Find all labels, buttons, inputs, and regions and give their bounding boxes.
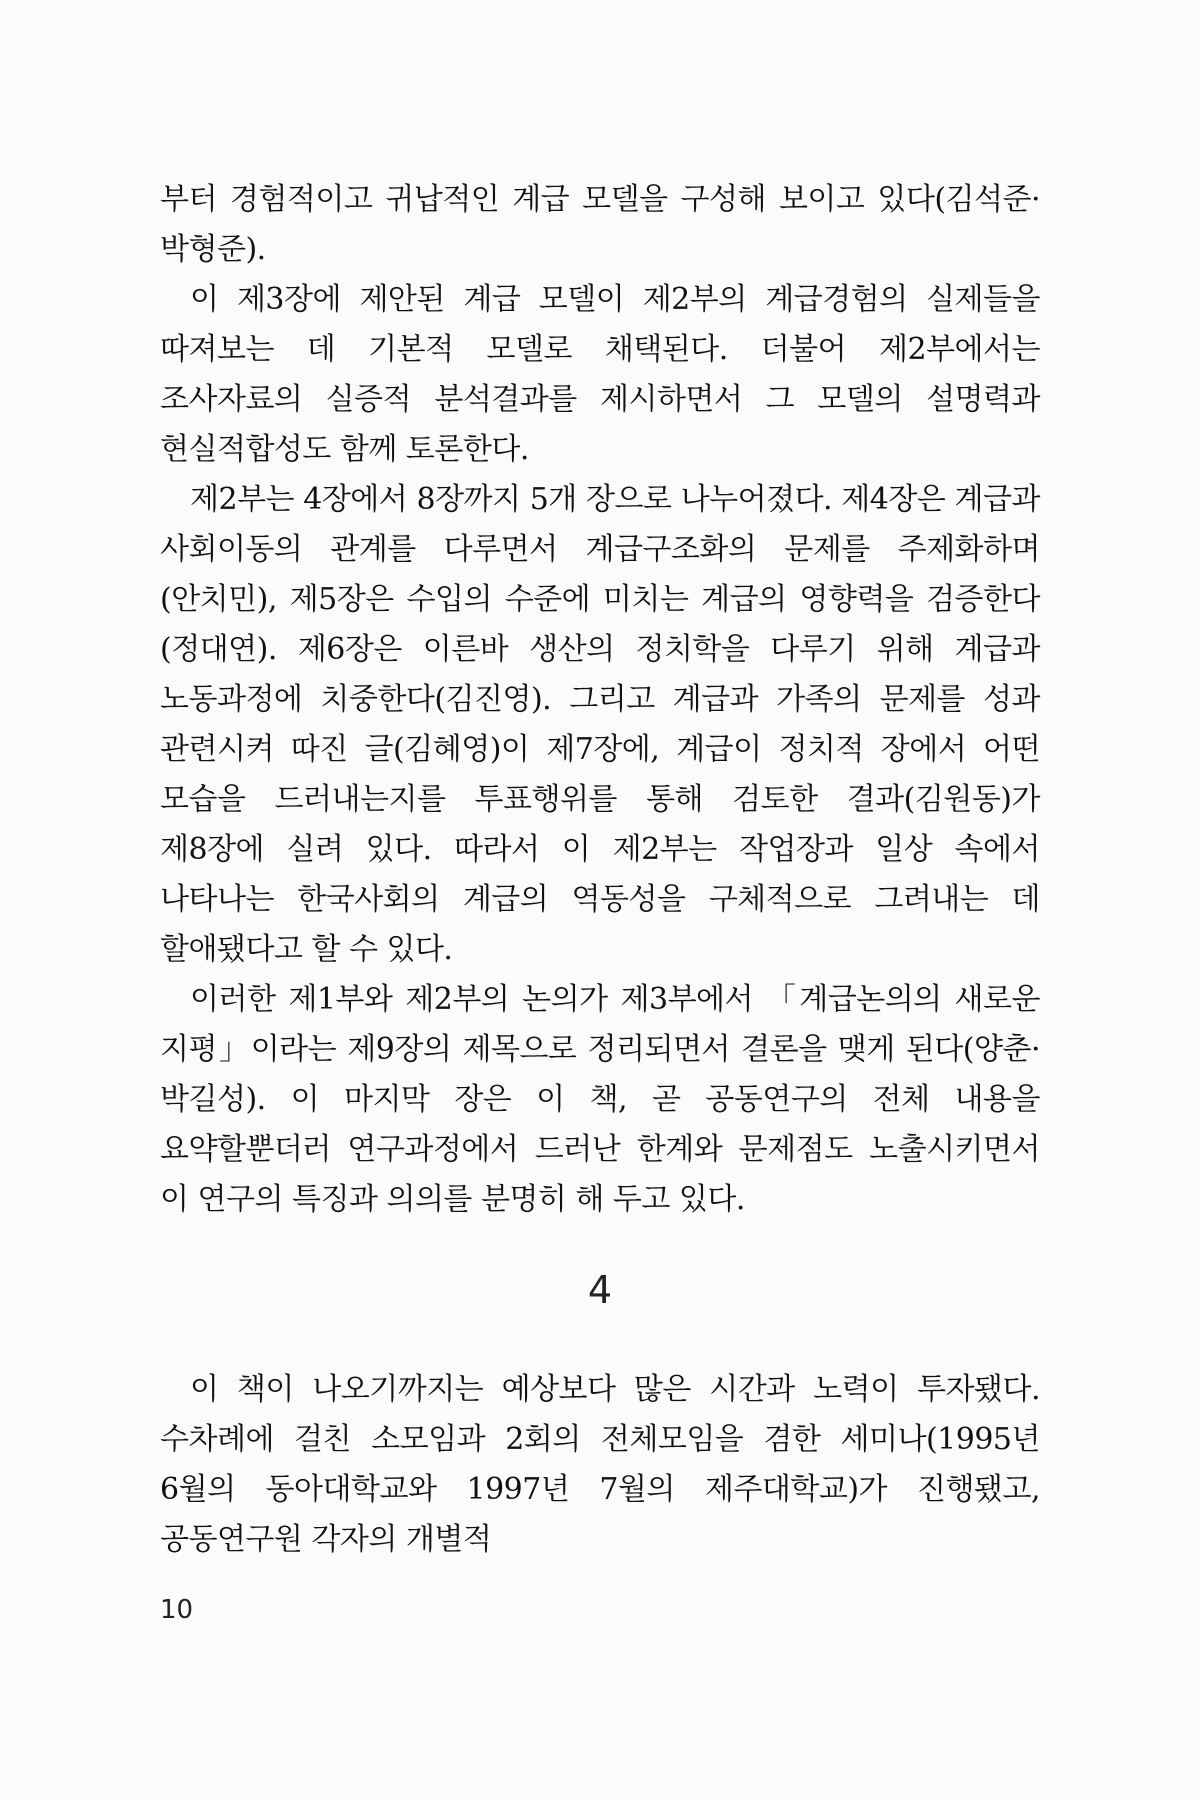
paragraph: 이 제3장에 제안된 계급 모델이 제2부의 계급경험의 실제들을 따져보는 데 기본적 모델로 채택된다. 더불어 제2부에서는 조사자료의 실증적 분석결과를 제시하면서 그 모델의 설명력과 현실적합성도 함께 토론한다.	[160, 282, 1040, 467]
paragraph: 제2부는 4장에서 8장까지 5개 장으로 나누어졌다. 제4장은 계급과 사회이동의 관계를 다루면서 계급구조화의 문제를 주제화하며(안치민), 제5장은 수입의 수준에 미치는 계급의 영향력을 검증한다(정대연). 제6장은 이른바 생산의 정치학을 다루기 위해 계급과 노동과정에 치중한다(김진영). 그리고 계급과 가족의 문제를 성과 관련시켜 따진 글(김혜영)이 제7장에, 계급이 정치적 장에서 어떤 모습을 드러내는지를 투표행위를 통해 검토한 결과(김원동)가 제8장에 실려 있다. 따라서 이 제2부는 작업장과 일상 속에서 나타나는 한국사회의 계급의 역동성을 구체적으로 그려내는 데 할애됐다고 할 수 있다.	[160, 482, 1040, 967]
paragraph: 이 책이 나오기까지는 예상보다 많은 시간과 노력이 투자됐다. 수차례에 걸친 소모임과 2회의 전체모임을 겸한 세미나(1995년 6월의 동아대학교와 1997년 7월의 제주대학교)가 진행됐고, 공동연구원 각자의 개별적	[160, 1372, 1040, 1557]
page-number: 10	[160, 1595, 194, 1625]
section-number: 4	[587, 1268, 613, 1312]
body-text-top	[160, 175, 1040, 1225]
body-text-bottom	[160, 1365, 1040, 1565]
paragraph-continuation: 부터 경험적이고 귀납적인 계급 모델을 구성해 보이고 있다(김석준·박형준).	[160, 182, 1040, 267]
paragraph: 이러한 제1부와 제2부의 논의가 제3부에서 「계급논의의 새로운 지평」이라는 제9장의 제목으로 정리되면서 결론을 맺게 된다(양춘·박길성). 이 마지막 장은 이 책, 곧 공동연구의 전체 내용을 요약할뿐더러 연구과정에서 드러난 한계와 문제점도 노출시키면서 이 연구의 특징과 의의를 분명히 해 두고 있다.	[160, 982, 1040, 1217]
